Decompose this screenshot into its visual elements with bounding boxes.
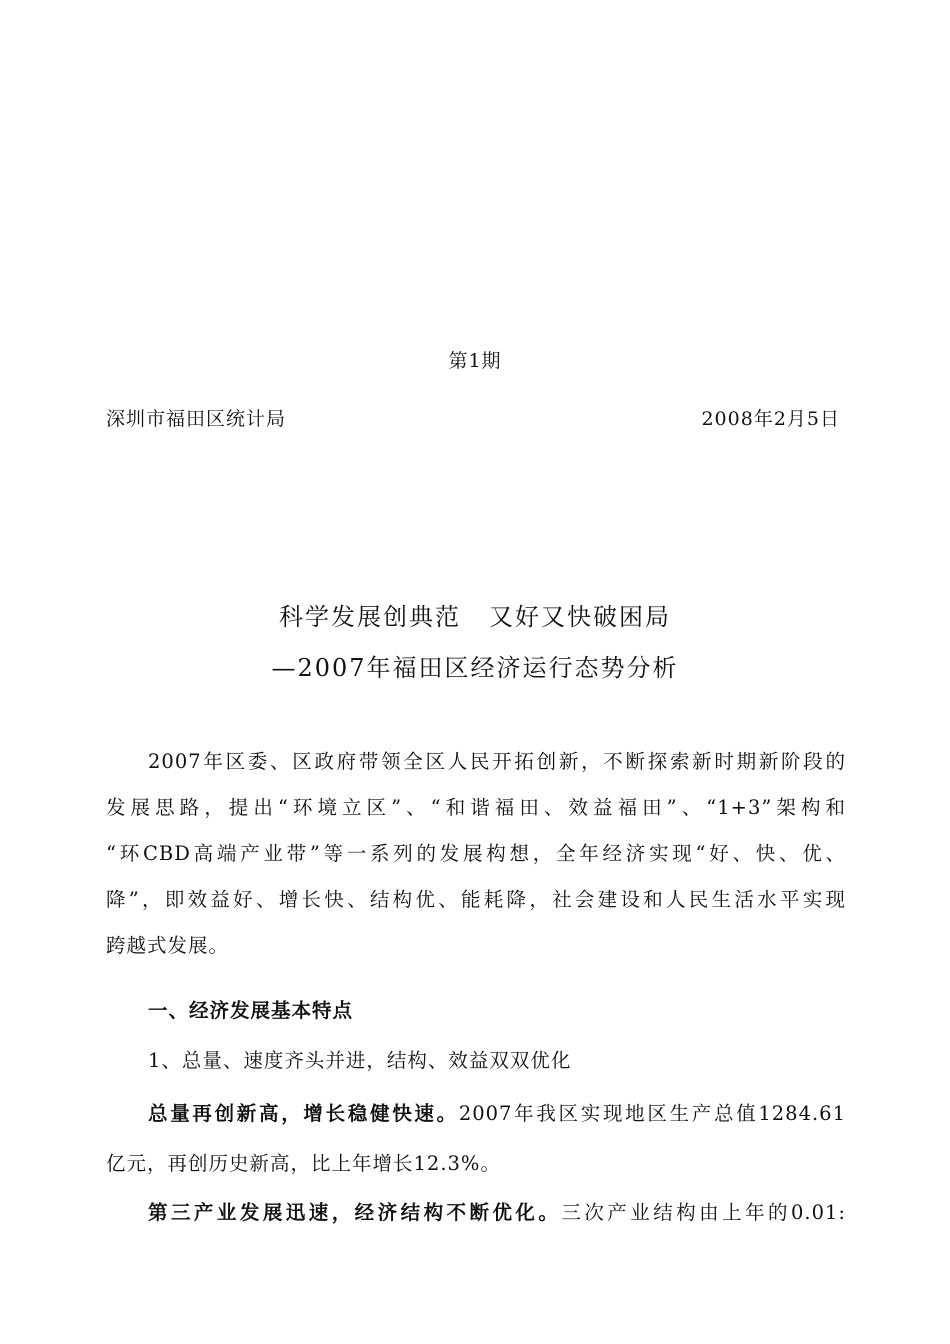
gdp-line-2: 亿元，再创历史新高，比上年增长12.3%。 — [106, 1152, 501, 1175]
intro-line-3: “环CBD高端产业带”等一系列的发展构想，全年经济实现“好、快、优、 — [106, 842, 846, 865]
intro-paragraph — [106, 739, 846, 969]
document-subtitle: —2007年福田区经济运行态势分析 — [271, 654, 679, 682]
structure-text-1: 三次产业结构由上年的0.01: — [561, 1201, 846, 1224]
subsection-heading: 1、总量、速度齐头并进，结构、效益双双优化 — [148, 1049, 572, 1072]
gdp-paragraph — [106, 1089, 846, 1189]
intro-line-2: 发展思路，提出“环境立区”、“和谐福田、效益福田”、“1+3”架构和 — [106, 796, 846, 819]
structure-line-1 — [106, 1188, 846, 1238]
gdp-line-1 — [106, 1089, 846, 1139]
intro-line-5: 跨越式发展。 — [106, 934, 230, 957]
intro-line-4: 降”，即效益好、增长快、结构优、能耗降，社会建设和人民生活水平实现 — [106, 888, 846, 911]
title-part-1: 科学发展创典范 — [279, 603, 461, 631]
document-title — [0, 597, 950, 632]
section-heading: 一、经济发展基本特点 — [148, 999, 354, 1022]
issue-number: 第1期 — [448, 350, 502, 372]
gdp-lead: 总量再创新高，增长稳健快速。 — [148, 1102, 459, 1125]
title-part-2: 又好又快破困局 — [489, 603, 671, 631]
intro-line-1: 2007年区委、区政府带领全区人民开拓创新，不断探索新时期新阶段的 — [148, 750, 846, 773]
structure-paragraph — [106, 1188, 846, 1238]
organization-name: 深圳市福田区统计局 — [106, 408, 287, 430]
structure-lead: 第三产业发展迅速，经济结构不断优化。 — [148, 1201, 562, 1224]
gdp-text-1: 2007年我区实现地区生产总值1284.61 — [458, 1102, 846, 1125]
publish-date: 2008年2月5日 — [701, 408, 840, 430]
